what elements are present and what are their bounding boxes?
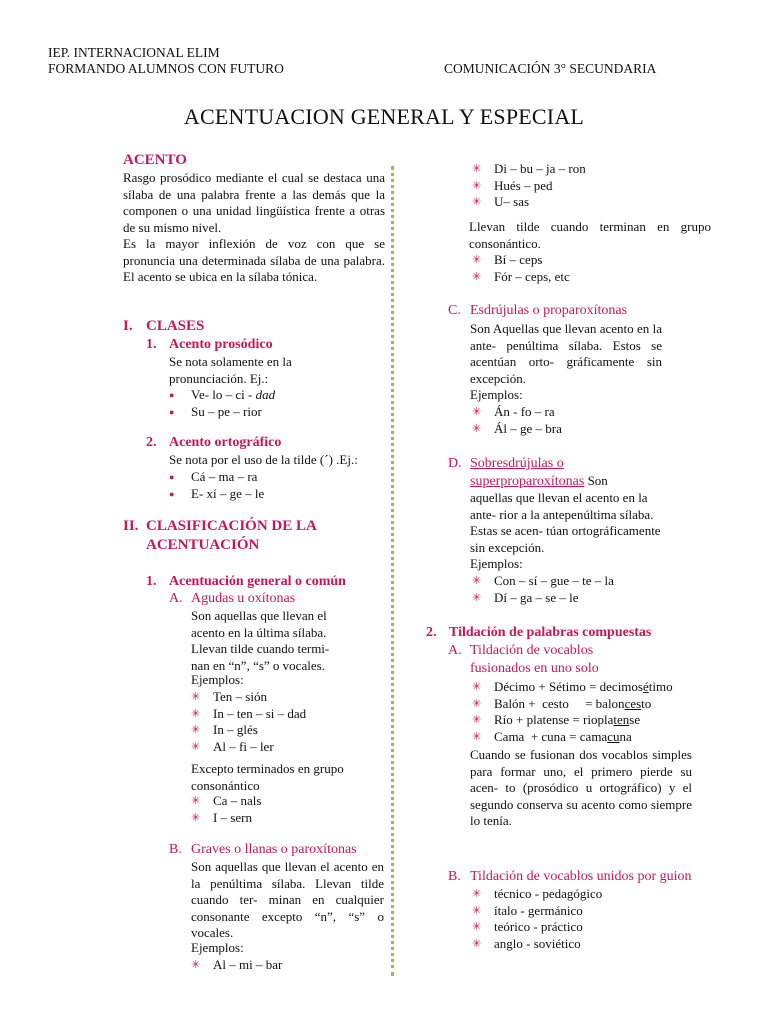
fusionados-examples xyxy=(472,679,732,745)
sobresdrujulas-desc-tail: Son xyxy=(587,473,608,488)
list-item: ✳ ítalo - germánico xyxy=(472,903,712,920)
acento-inflexion: Es la mayor inflexión de voz con que se pronuncia una determinada sílaba de una palabra. El acento se ubica en la sílaba tónica. xyxy=(123,236,385,284)
sobresdrujulas-title-line xyxy=(470,473,608,491)
fusionados-letter: A. xyxy=(448,643,462,658)
prosodico-number: 1. xyxy=(146,337,157,352)
ortografico-number: 2. xyxy=(146,435,157,450)
sobresdrujulas-title-1: Sobresdrújulas o xyxy=(470,456,564,471)
fusionados-title-1: Tildación de vocablos xyxy=(470,643,594,658)
list-item: ✳ Al – mi – bar xyxy=(191,957,371,974)
guion-examples xyxy=(472,886,712,952)
school-name: IEP. INTERNACIONAL ELIM xyxy=(48,45,220,60)
list-item: ✳ Di – bu – ja – ron xyxy=(472,161,712,178)
graves-letter: B. xyxy=(169,842,182,857)
page-title: ACENTUACION GENERAL Y ESPECIAL xyxy=(183,104,585,129)
list-item: ✳ Fór – ceps, etc xyxy=(472,269,712,286)
acento-heading: ACENTO xyxy=(123,152,187,168)
ortografico-examples xyxy=(169,469,369,502)
list-item: ● Cá – ma – ra xyxy=(169,469,369,486)
graves-title: Graves o llanas o paroxítonas xyxy=(191,842,357,857)
esdrujulas-title: Esdrújulas o proparoxítonas xyxy=(470,303,628,318)
agudas-examples xyxy=(191,689,371,755)
section-clases-number: I. xyxy=(123,318,133,334)
section-clasificacion-heading-1: CLASIFICACIÓN DE LA xyxy=(146,518,317,534)
list-item: ✳ Ál – ge – bra xyxy=(472,421,672,438)
agudas-excepto: Excepto terminados en grupo consonántico xyxy=(191,761,344,793)
sobresdrujulas-title-2: superproparoxítonas xyxy=(470,474,585,489)
list-item: ✳ Balón + cesto = baloncesto xyxy=(472,696,732,713)
list-item: ✳ Con – sí – gue – te – la xyxy=(472,573,692,590)
school-motto: FORMANDO ALUMNOS CON FUTURO xyxy=(48,61,284,76)
list-item: ✳ técnico - pedagógico xyxy=(472,886,712,903)
agudas-ejemplos-label: Ejemplos: xyxy=(191,672,244,687)
graves-examples-right xyxy=(472,161,712,211)
guion-title: Tildación de vocablos unidos por guion xyxy=(470,869,692,884)
list-item: ✳ Hués – ped xyxy=(472,178,712,195)
section-clasificacion-number: II. xyxy=(123,518,139,534)
agudas-desc: Son aquellas que llevan el acento en la última sílaba. Llevan tilde cuando termi- nan en “n”, “s” o vocales. xyxy=(191,608,330,673)
list-item: ✳ In – ten – si – dad xyxy=(191,706,371,723)
sobresdrujulas-ejemplos-label: Ejemplos: xyxy=(470,556,523,571)
compuestas-title: Tildación de palabras compuestas xyxy=(449,625,652,640)
graves-grupo: Llevan tilde cuando terminan en grupo consonántico. xyxy=(469,219,711,251)
sobresdrujulas-letter: D. xyxy=(448,456,462,471)
list-item: ● E- xí – ge – le xyxy=(169,486,369,503)
fusionados-title-2: fusionados en uno solo xyxy=(470,661,599,676)
sobresdrujulas-examples xyxy=(472,573,692,606)
acento-definition: Rasgo prosódico mediante el cual se destaca una sílaba de una palabra frente a las demás que la componen o una unidad lingüística frente a otras de su mismo nivel. xyxy=(123,170,385,235)
list-item: ✳ Án - fo – ra xyxy=(472,404,672,421)
course-label: COMUNICACIÓN 3° SECUNDARIA xyxy=(444,61,657,76)
list-item: ✳ U– sas xyxy=(472,194,712,211)
prosodico-examples xyxy=(169,387,369,420)
list-item: ✳ Al – fi – ler xyxy=(191,739,371,756)
list-item: ✳ Ca – nals xyxy=(191,793,371,810)
column-divider xyxy=(391,166,394,976)
list-item: ✳ In – glés xyxy=(191,722,371,739)
general-number: 1. xyxy=(146,574,157,589)
graves-examples-left xyxy=(191,957,371,974)
list-item: ✳ I – sern xyxy=(191,810,371,827)
ortografico-desc: Se nota por el uso de la tilde (´) .Ej.: xyxy=(169,452,358,467)
prosodico-title: Acento prosódico xyxy=(169,337,273,352)
list-item: ✳ anglo - soviético xyxy=(472,936,712,953)
section-clasificacion-heading-2: ACENTUACIÓN xyxy=(146,537,260,553)
fusionados-desc: Cuando se fusionan dos vocablos simples para formar uno, el primero pierde su acen- to (prosódico u ortográfico) y el segundo conserva su acento como siempre lo tenía. xyxy=(470,747,692,828)
section-clases-heading: CLASES xyxy=(146,318,205,334)
ortografico-title: Acento ortográfico xyxy=(169,435,282,450)
list-item: ✳ Bí – ceps xyxy=(472,252,712,269)
esdrujulas-desc: Son Aquellas que llevan acento en la ante- penúltima sílaba. Estos se acentúan orto- gráficamente sin excepción. xyxy=(470,321,662,386)
list-item: ✳ teórico - práctico xyxy=(472,919,712,936)
agudas-title: Agudas u oxítonas xyxy=(191,591,296,606)
agudas-excepto-examples xyxy=(191,793,371,826)
sobresdrujulas-desc: aquellas que llevan el acento en la ante- rior a la antepenúltima sílaba. Estas se acen- túan ortográficamente sin excepción. xyxy=(470,490,661,555)
graves-ejemplos-label: Ejemplos: xyxy=(191,940,244,955)
list-item: ✳ Cama + cuna = camacuna xyxy=(472,729,732,746)
esdrujulas-letter: C. xyxy=(448,303,461,318)
guion-letter: B. xyxy=(448,869,461,884)
graves-desc: Son aquellas que llevan el acento en la penúltima sílaba. Llevan tilde cuando ter- minan en cualquier consonante excepto “n”, “s” o vocales. xyxy=(191,859,384,940)
list-item: ● Su – pe – rior xyxy=(169,404,369,421)
esdrujulas-examples xyxy=(472,404,672,437)
list-item: ● Ve- lo – ci - dad xyxy=(169,387,369,404)
list-item: ✳ Río + platense = rioplatense xyxy=(472,712,732,729)
graves-grupo-examples xyxy=(472,252,712,285)
list-item: ✳ Décimo + Sétimo = decimosétimo xyxy=(472,679,732,696)
agudas-letter: A. xyxy=(169,591,183,606)
list-item: ✳ Dí – ga – se – le xyxy=(472,590,692,607)
prosodico-desc: Se nota solamente en la pronunciación. Ej.: xyxy=(169,354,292,386)
esdrujulas-ejemplos-label: Ejemplos: xyxy=(470,387,523,402)
list-item: ✳ Ten – sión xyxy=(191,689,371,706)
compuestas-number: 2. xyxy=(426,625,437,640)
general-title: Acentuación general o común xyxy=(169,574,346,589)
